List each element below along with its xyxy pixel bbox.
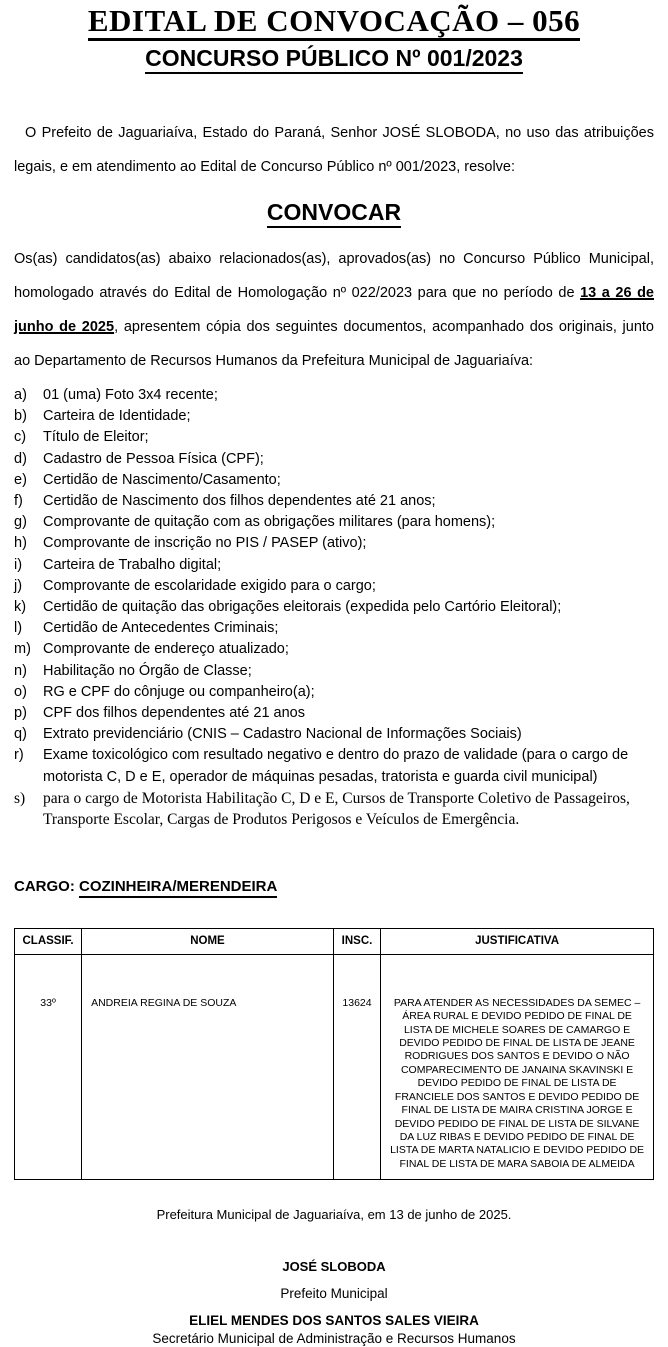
list-item (14, 512, 654, 533)
list-item-text: Certidão de Nascimento/Casamento; (43, 471, 281, 488)
list-item (14, 406, 654, 427)
cell-classif: 33º (15, 954, 82, 1179)
list-item (14, 533, 654, 554)
list-item-text: RG e CPF do cônjuge ou companheiro(a); (43, 683, 315, 700)
list-item-text: Carteira de Trabalho digital; (43, 556, 222, 573)
list-item-letter: h) (14, 535, 27, 552)
cell-justificativa: PARA ATENDER AS NECESSIDADES DA SEMEC – ÁREA RURAL E DEVIDO PEDIDO DE FINAL DE LISTA DE MICHELE SOARES DE CAMARGO E DEVIDO PEDIDO DE FINAL DE LISTA DE JEANE RODRIGUES DOS SANTOS E DEVIDO O NÃO COMPARECIMENTO DE JANAINA SKAVINSKI E DEVIDO PEDIDO DE FINAL DE LISTA DE FRANCIELE DOS SANTOS E DEVIDO PEDIDO DE FINAL DE LISTA DE MAIRA CRISTINA JORGE E DEVIDO PEDIDO DE FINAL DE LISTA DE SILVANE DA LUZ RIBAS E DEVIDO PEDIDO DE FINAL DE LISTA DE MARTA NATALICIO E DEVIDO PEDIDO DE FINAL DE LISTA DE MARA SABOIA DE ALMEIDA (381, 954, 654, 1179)
list-item-text: Cadastro de Pessoa Física (CPF); (43, 450, 264, 467)
cargo-heading (14, 878, 654, 896)
list-item-letter: m) (14, 641, 31, 658)
list-item-letter: o) (14, 683, 27, 700)
list-item (14, 788, 654, 831)
list-item-letter: p) (14, 705, 27, 722)
list-item (14, 661, 654, 682)
list-item-text: Certidão de quitação das obrigações eleitorais (expedida pelo Cartório Eleitoral); (43, 599, 562, 616)
list-item-text: Extrato previdenciário (CNIS – Cadastro Nacional de Informações Sociais) (43, 726, 522, 743)
list-item-text: Habilitação no Órgão de Classe; (43, 662, 252, 679)
list-item (14, 745, 654, 787)
list-item-text: Comprovante de endereço atualizado; (43, 641, 289, 658)
list-item-text: Comprovante de escolaridade exigido para o cargo; (43, 577, 376, 594)
mayor-title: Prefeito Municipal (280, 1286, 388, 1302)
list-item-text: Certidão de Antecedentes Criminais; (43, 620, 279, 637)
cargo-label: CARGO: (14, 877, 79, 895)
list-item (14, 682, 654, 703)
list-item-letter: b) (14, 408, 27, 425)
list-item (14, 576, 654, 597)
list-item (14, 449, 654, 470)
list-item-letter: f) (14, 493, 23, 510)
convocation-paragraph-part2: , apresentem cópia dos seguintes documentos, acompanhado dos originais, junto ao Departamento de Recursos Humanos da Prefeitura Municipal de Jaguariaíva: (14, 319, 654, 369)
table-row (15, 954, 654, 1179)
list-item-letter: k) (14, 599, 27, 616)
cargo-value: COZINHEIRA/MERENDEIRA (79, 878, 277, 898)
intro-paragraph: O Prefeito de Jaguariaíva, Estado do Paraná, Senhor JOSÉ SLOBODA, no uso das atribuições legais, e em atendimento ao Edital de Concurso Público nº 001/2023, resolve: (14, 125, 654, 175)
list-item-letter: e) (14, 471, 27, 488)
requirements-list (14, 385, 654, 831)
list-item-letter: s) (14, 789, 26, 807)
secretary-name: ELIEL MENDES DOS SANTOS SALES VIEIRA (189, 1313, 479, 1329)
doc-title-text: EDITAL DE CONVOCAÇÃO – 056 (88, 3, 580, 41)
convocar-heading (14, 197, 654, 227)
convocar-heading-text: CONVOCAR (267, 199, 401, 228)
list-item (14, 555, 654, 576)
table-header-nome: NOME (82, 928, 334, 954)
list-item-letter: c) (14, 429, 27, 446)
list-item-letter: g) (14, 514, 27, 531)
list-item-text: CPF dos filhos dependentes até 21 anos (43, 705, 305, 722)
list-item-text: Comprovante de inscrição no PIS / PASEP (ativo); (43, 535, 367, 552)
doc-subtitle (14, 45, 654, 71)
convocation-period-highlight: 13 a 26 de junho de 2025 (14, 285, 654, 335)
list-item-text: 01 (uma) Foto 3x4 recente; (43, 387, 218, 403)
secretary-title: Secretário Municipal de Administração e Recursos Humanos (152, 1331, 516, 1347)
list-item (14, 618, 654, 639)
list-item-letter: i) (14, 556, 23, 573)
convocation-paragraph-part1: Os(as) candidatos(as) abaixo relacionados(as), aprovados(as) no Concurso Público Municipal, homologado através do Edital de Homologação nº 022/2023 para que no período de (14, 251, 654, 301)
list-item-letter: d) (14, 450, 27, 467)
list-item-letter: j) (14, 577, 23, 594)
list-item-letter: r) (14, 747, 24, 764)
list-item-text: Comprovante de quitação com as obrigações militares (para homens); (43, 514, 496, 531)
convocation-paragraph (14, 242, 654, 378)
list-item (14, 597, 654, 618)
list-item-text: Título de Eleitor; (43, 429, 149, 446)
list-item-text: Certidão de Nascimento dos filhos dependentes até 21 anos; (43, 493, 436, 510)
date-line: Prefeitura Municipal de Jaguariaíva, em 13 de junho de 2025. (156, 1207, 512, 1223)
list-item-text: Exame toxicológico com resultado negativo e dentro do prazo de validade (para o cargo de motorista C, D e E, operador de máquinas pesadas, tratorista e guarda civil municipal) (43, 747, 629, 785)
list-item-text: Carteira de Identidade; (43, 408, 191, 425)
doc-title (14, 4, 654, 38)
table-header-justificativa: JUSTIFICATIVA (381, 928, 654, 954)
cell-insc: 13624 (333, 954, 380, 1179)
list-item-text: para o cargo de Motorista Habilitação C, D e E, Cursos de Transporte Coletivo de Passageiros, Transporte Escolar, Cargas de Produtos Perigosos e Veículos de Emergência. (43, 789, 630, 829)
list-item (14, 703, 654, 724)
list-item (14, 470, 654, 491)
list-item-letter: q) (14, 726, 27, 743)
cell-nome: ANDREIA REGINA DE SOUZA (82, 954, 334, 1179)
table-header-insc: INSC. (333, 928, 380, 954)
list-item (14, 639, 654, 660)
list-item (14, 427, 654, 448)
list-item (14, 491, 654, 512)
list-item-letter: n) (14, 662, 27, 679)
list-item (14, 385, 654, 406)
doc-subtitle-text: CONCURSO PÚBLICO Nº 001/2023 (145, 45, 523, 74)
mayor-name: JOSÉ SLOBODA (282, 1259, 386, 1275)
list-item-letter: a) (14, 387, 27, 403)
list-item (14, 724, 654, 745)
candidates-table (14, 928, 654, 1180)
table-header-classif: CLASSIF. (15, 928, 82, 954)
table-header-row (15, 928, 654, 954)
list-item-letter: l) (14, 620, 23, 637)
